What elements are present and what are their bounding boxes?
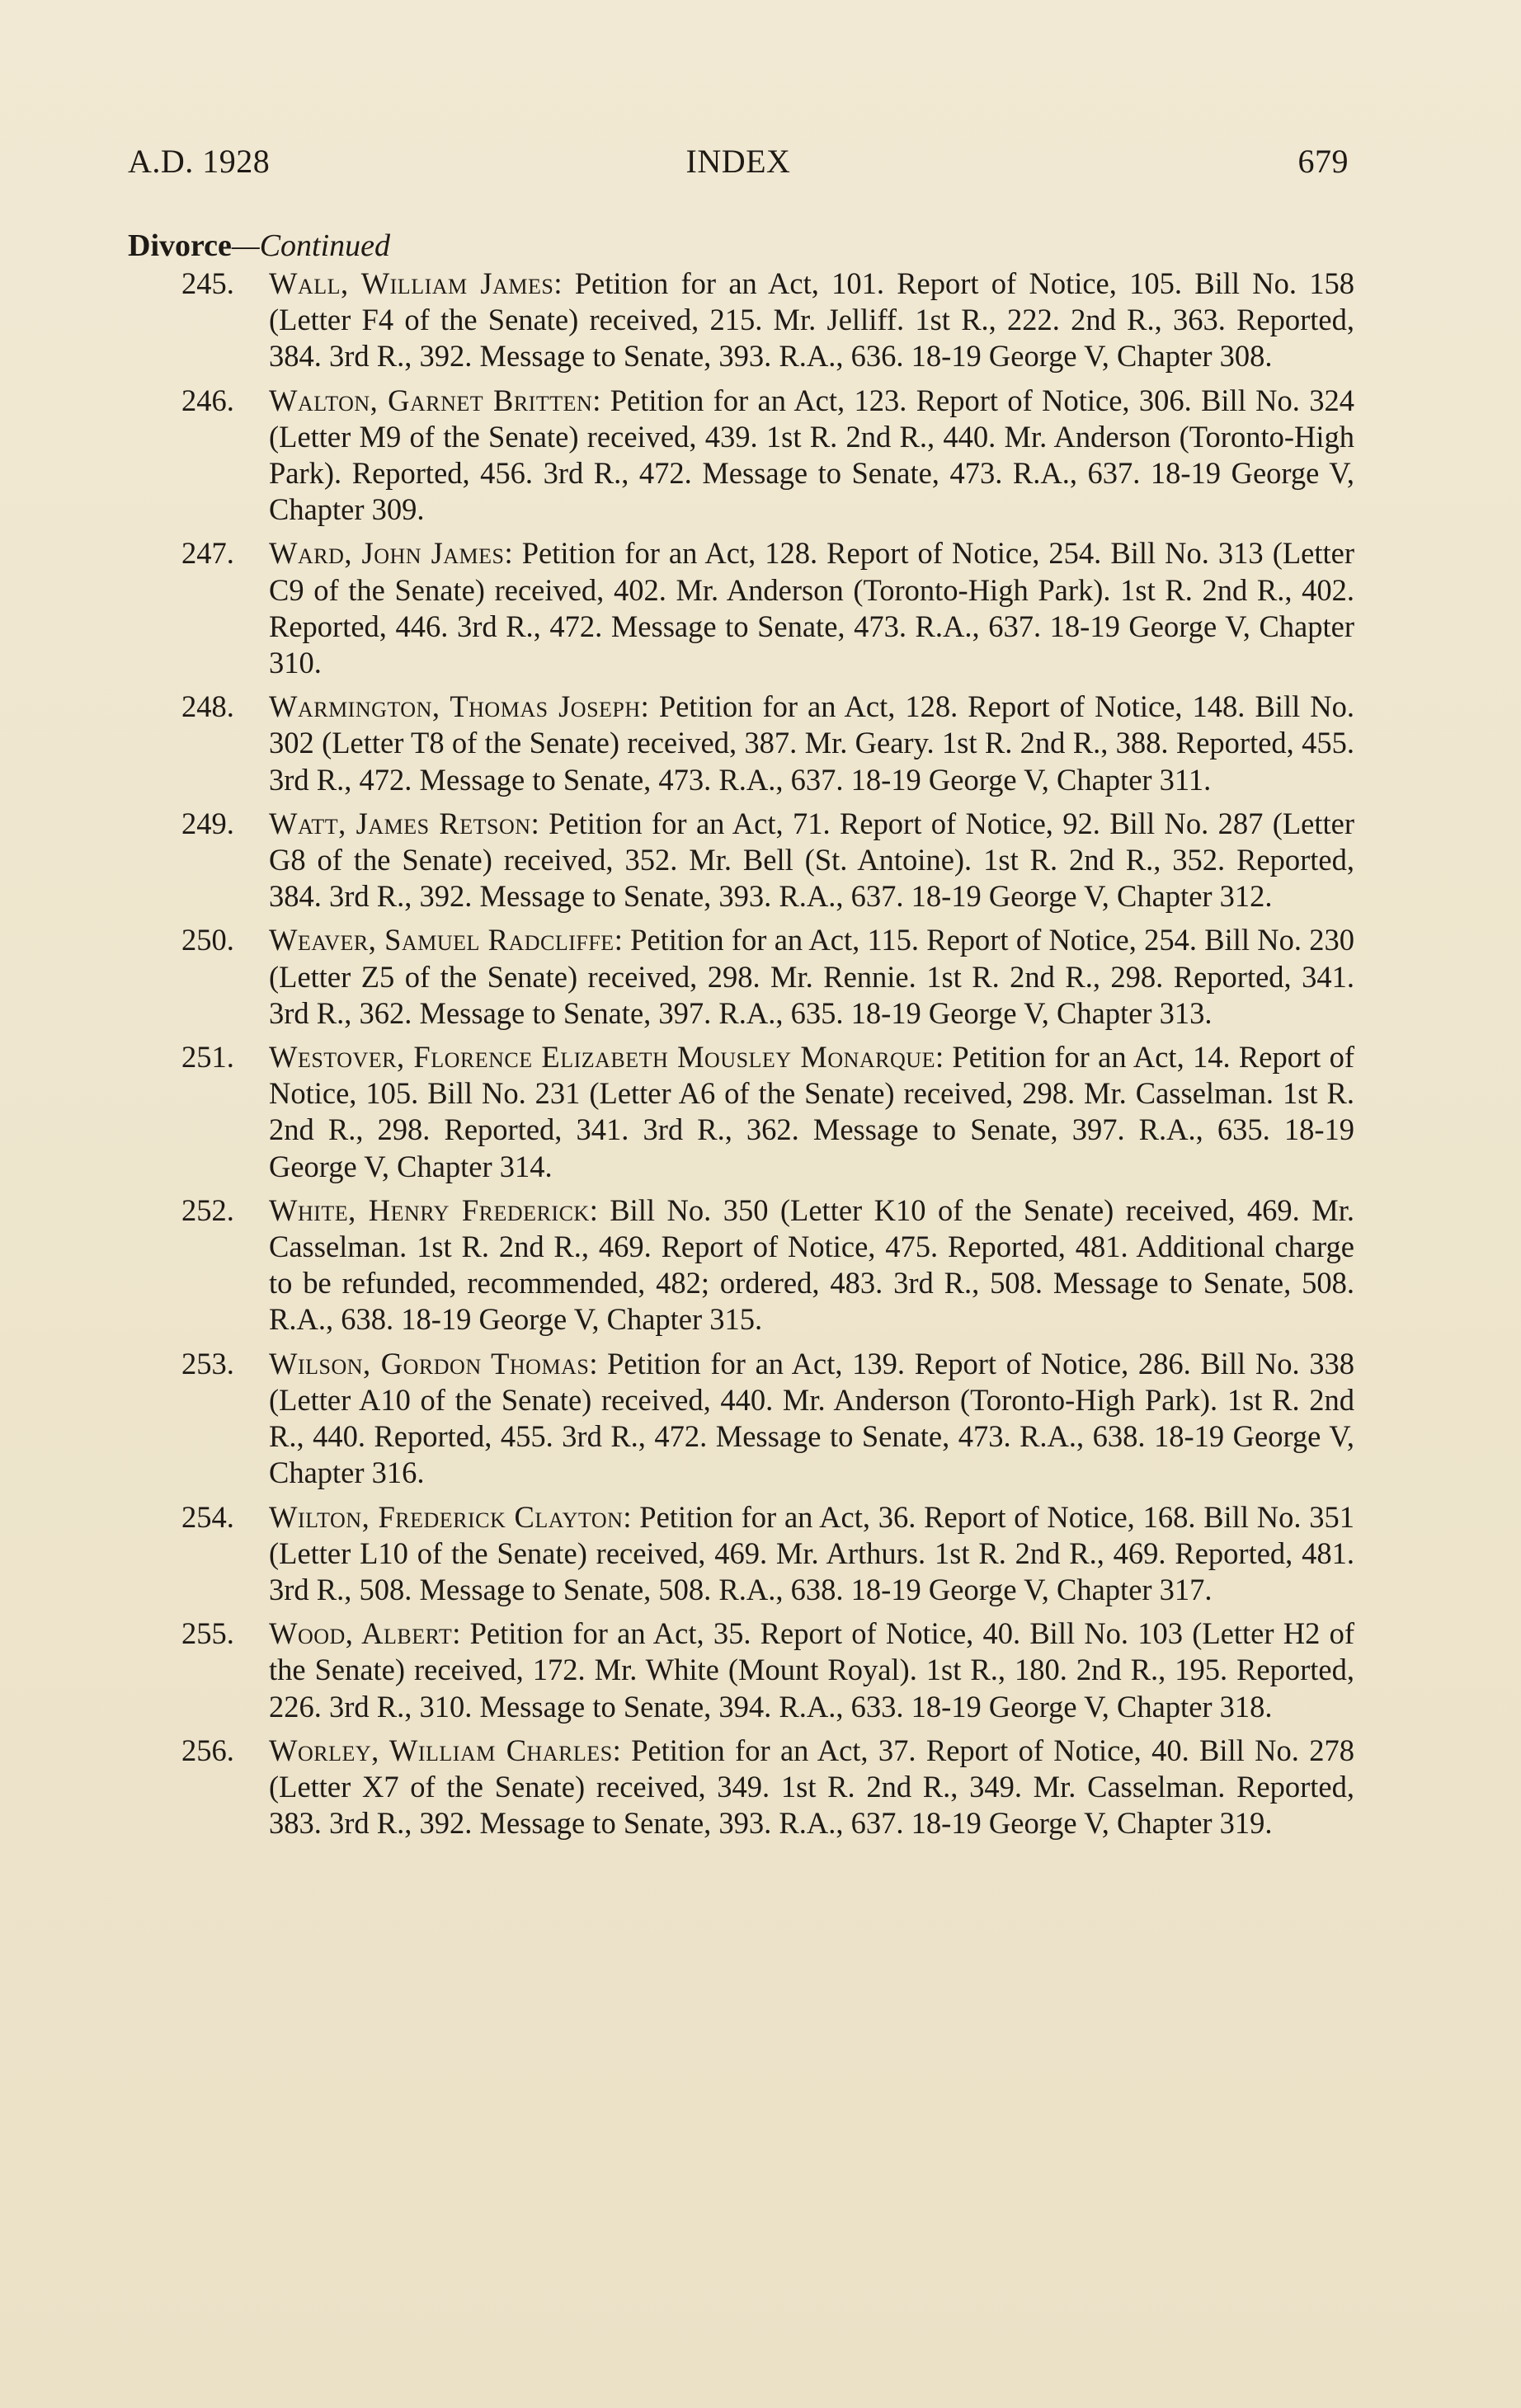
entry-name: Westover, Florence Elizabeth Mousley Monarque xyxy=(269,1040,935,1075)
index-entry xyxy=(183,689,1354,798)
entry-number: 250. xyxy=(181,923,234,957)
entry-number: 247. xyxy=(181,536,234,571)
entry-name: White, Henry Frederick xyxy=(269,1192,590,1227)
entry-name: Weaver, Samuel Radcliffe xyxy=(269,923,615,957)
entry-number: 248. xyxy=(181,689,234,724)
entry-number: 254. xyxy=(181,1499,234,1534)
entry-text: : Petition for an Act, 37. Report of Notice, 40. Bill No. 278 (Letter X7 of the Senate) received, 349. 1st R. 2nd R., 349. Mr. Casselman. Reported, 383. 3rd R., 392. Message to Senate, 393. R.A., 637. 18-19 George V, Chapter 319. xyxy=(269,1733,1354,1841)
index-entry xyxy=(183,1616,1354,1725)
index-entry xyxy=(183,535,1354,681)
entry-number: 256. xyxy=(181,1733,234,1767)
entry-text: : Petition for an Act, 115. Report of Notice, 254. Bill No. 230 (Letter Z5 of the Senate) received, 298. Mr. Rennie. 1st R. 2nd R., 298. Reported, 341. 3rd R., 362. Message to Senate, 397. R.A., 635. 18-19 George V, Chapter 313. xyxy=(269,923,1354,1030)
entry-name: Warmington, Thomas Joseph xyxy=(269,689,641,724)
entry-text: : Bill No. 350 (Letter K10 of the Senate) received, 469. Mr. Casselman. 1st R. 2nd R., 469. Report of Notice, 475. Reported, 481. Additional charge to be refunded, recommended, 482; ordered, 483. 3rd R., 508. Message to Senate, 508. R.A., 638. 18-19 George V, Chapter 315. xyxy=(269,1192,1354,1337)
index-entries xyxy=(183,266,1354,1849)
index-entry xyxy=(183,266,1354,375)
entry-number: 251. xyxy=(181,1040,234,1075)
entry-text: : Petition for an Act, 35. Report of Notice, 40. Bill No. 103 (Letter H2 of the Senate) received, 172. Mr. White (Mount Royal). 1st R., 180. 2nd R., 195. Reported, 226. 3rd R., 310. Message to Senate, 394. R.A., 633. 18-19 George V, Chapter 318. xyxy=(269,1616,1354,1724)
entry-number: 245. xyxy=(181,266,234,300)
entry-text: : Petition for an Act, 123. Report of Notice, 306. Bill No. 324 (Letter M9 of the Senate) received, 439. 1st R. 2nd R., 440. Mr. Anderson (Toronto-High Park). Reported, 456. 3rd R., 472. Message to Senate, 473. R.A., 637. 18-19 George V, Chapter 309. xyxy=(269,383,1354,527)
entry-text: : Petition for an Act, 128. Report of Notice, 254. Bill No. 313 (Letter C9 of the Senate) received, 402. Mr. Anderson (Toronto-High Park). 1st R. 2nd R., 402. Reported, 446. 3rd R., 472. Message to Senate, 473. R.A., 637. 18-19 George V, Chapter 310. xyxy=(269,536,1354,680)
index-entry xyxy=(183,383,1354,529)
entry-text: : Petition for an Act, 139. Report of Notice, 286. Bill No. 338 (Letter A10 of the Senate) received, 440. Mr. Anderson (Toronto-High Park). 1st R. 2nd R., 440. Reported, 455. 3rd R., 472. Message to Senate, 473. R.A., 638. 18-19 George V, Chapter 316. xyxy=(269,1346,1354,1490)
entry-number: 249. xyxy=(181,806,234,840)
entry-text: : Petition for an Act, 101. Report of Notice, 105. Bill No. 158 (Letter F4 of the Senate) received, 215. Mr. Jelliff. 1st R., 222. 2nd R., 363. Reported, 384. 3rd R., 392. Message to Senate, 393. R.A., 636. 18-19 George V, Chapter 308. xyxy=(269,266,1354,374)
entry-name: Walton, Garnet Britten xyxy=(269,383,593,417)
index-entry xyxy=(183,1499,1354,1609)
entry-name: Wilson, Gordon Thomas xyxy=(269,1346,590,1380)
index-entry xyxy=(183,806,1354,915)
entry-name: Watt, James Retson xyxy=(269,806,531,840)
section-title: Divorce xyxy=(128,228,232,263)
entry-text: : Petition for an Act, 71. Report of Notice, 92. Bill No. 287 (Letter G8 of the Senate) received, 352. Mr. Bell (St. Antoine). 1st R. 2nd R., 352. Reported, 384. 3rd R., 392. Message to Senate, 393. R.A., 637. 18-19 George V, Chapter 312. xyxy=(269,806,1354,914)
section-continued: —Continued xyxy=(231,228,391,263)
entry-number: 252. xyxy=(181,1192,234,1227)
entry-name: Wood, Albert xyxy=(269,1616,453,1651)
entry-text: : Petition for an Act, 14. Report of Notice, 105. Bill No. 231 (Letter A6 of the Senate) received, 298. Mr. Casselman. 1st R. 2nd R., 298. Reported, 341. 3rd R., 362. Message to Senate, 397. R.A., 635. 18-19 George V, Chapter 314. xyxy=(269,1040,1354,1183)
entry-number: 253. xyxy=(181,1346,234,1380)
section-heading xyxy=(128,228,390,264)
entry-name: Wall, William James xyxy=(269,266,554,300)
entry-number: 255. xyxy=(181,1616,234,1651)
index-entry xyxy=(183,1192,1354,1338)
index-entry xyxy=(183,1039,1354,1185)
entry-name: Ward, John James xyxy=(269,536,505,571)
entry-name: Wilton, Frederick Clayton xyxy=(269,1499,624,1534)
entry-number: 246. xyxy=(181,383,234,417)
header-year: A.D. 1928 xyxy=(128,143,271,180)
index-entry xyxy=(183,922,1354,1032)
index-entry xyxy=(183,1346,1354,1492)
index-entry xyxy=(183,1733,1354,1842)
entry-text: : Petition for an Act, 36. Report of Notice, 168. Bill No. 351 (Letter L10 of the Senate) received, 469. Mr. Arthurs. 1st R. 2nd R., 469. Reported, 481. 3rd R., 508. Message to Senate, 508. R.A., 638. 18-19 George V, Chapter 317. xyxy=(269,1499,1354,1606)
entry-text: : Petition for an Act, 128. Report of Notice, 148. Bill No. 302 (Letter T8 of the Senate) received, 387. Mr. Geary. 1st R. 2nd R., 388. Reported, 455. 3rd R., 472. Message to Senate, 473. R.A., 637. 18-19 George V, Chapter 311. xyxy=(269,689,1354,797)
header-title: INDEX xyxy=(685,143,791,180)
page-header xyxy=(128,142,1349,191)
page-number: 679 xyxy=(1297,143,1349,180)
entry-name: Worley, William Charles xyxy=(269,1733,613,1767)
